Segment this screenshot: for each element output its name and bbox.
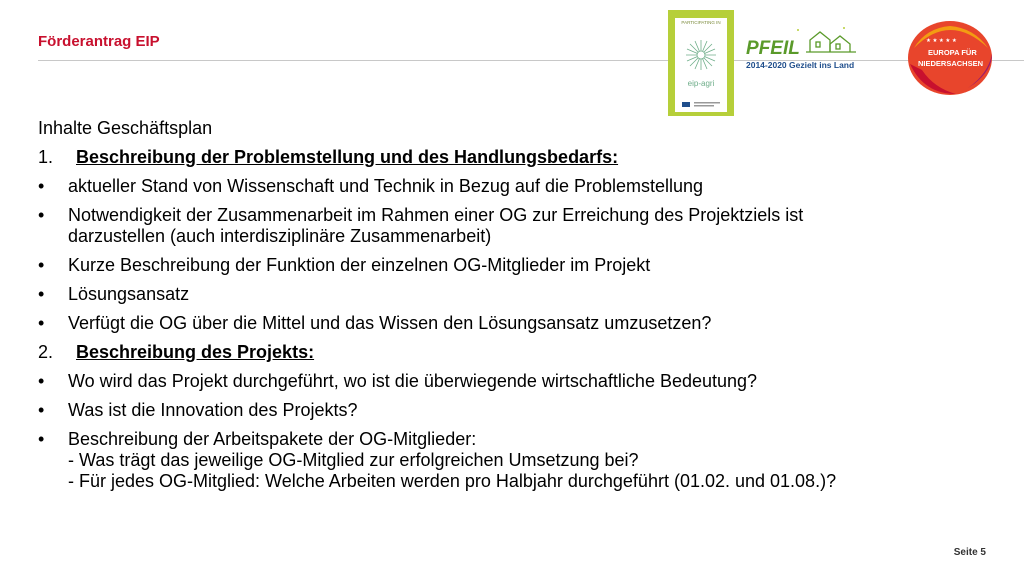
item-text: Wo wird das Projekt durchgeführt, wo ist die überwiegende wirtschaftliche Bedeutung? (68, 371, 758, 391)
item-text-block (68, 429, 998, 492)
list-item (38, 205, 998, 247)
business-plan-content (38, 118, 998, 500)
bullet-icon: • (38, 371, 45, 391)
list-item (38, 371, 998, 392)
item-subpoint: - Für jedes OG-Mitglied: Welche Arbeiten werden pro Halbjahr durchgeführt (01.02. und 01.08.)? (68, 471, 837, 491)
bullet-icon: • (38, 400, 45, 420)
item-text: Verfügt die OG über die Mittel und das Wissen den Lösungsansatz umzusetzen? (68, 313, 712, 333)
item-number: 2. (38, 342, 54, 362)
eu-line1: EUROPA FÜR (928, 48, 977, 57)
eip-top-text: PARTICIPATING IN (681, 20, 721, 25)
eip-agri-logo (668, 10, 734, 116)
list-item (38, 176, 998, 197)
item-text: Kurze Beschreibung der Funktion der einzelnen OG-Mitglieder im Projekt (68, 255, 651, 275)
list-item (38, 429, 998, 492)
list-item (38, 255, 998, 276)
eip-name-text: eip-agri (687, 79, 715, 88)
bullet-icon: • (38, 313, 45, 333)
bullet-icon: • (38, 255, 45, 275)
eu-line2: NIEDERSACHSEN (918, 59, 984, 68)
pfeil-tagline: 2014-2020 Gezielt ins Land (746, 60, 855, 70)
pfeil-name: PFEIL (746, 38, 800, 59)
item-text: Was ist die Innovation des Projekts? (68, 400, 358, 420)
item-text: Beschreibung der Arbeitspakete der OG-Mitglieder: (68, 429, 477, 449)
item-text-continued: darzustellen (auch interdisziplinäre Zusammenarbeit) (68, 226, 492, 246)
list-item (38, 342, 998, 363)
item-text: Notwendigkeit der Zusammenarbeit im Rahmen einer OG zur Erreichung des Projektziels ist (68, 205, 804, 225)
item-text: Beschreibung der Problemstellung und des Handlungsbedarfs: (76, 147, 619, 167)
item-subpoint: - Was trägt das jeweilige OG-Mitglied zur erfolgreichen Umsetzung bei? (68, 450, 639, 470)
bullet-icon: • (38, 429, 45, 449)
header-divider (38, 60, 1024, 61)
document-title: Förderantrag EIP (38, 33, 160, 50)
list-item (38, 313, 998, 334)
pfeil-logo (744, 22, 868, 74)
item-text: Lösungsansatz (68, 284, 190, 304)
section-heading: Inhalte Geschäftsplan (38, 118, 213, 138)
page-number: Seite 5 (953, 547, 986, 558)
bullet-icon: • (38, 284, 45, 304)
list-item (38, 284, 998, 305)
list-item (38, 147, 998, 168)
list-item (38, 400, 998, 421)
item-text: aktueller Stand von Wissenschaft und Technik in Bezug auf die Problemstellung (68, 176, 704, 196)
svg-text:★ ★ ★ ★ ★: ★ ★ ★ ★ ★ (926, 38, 957, 44)
item-text-block (68, 205, 998, 247)
bullet-icon: • (38, 205, 45, 225)
item-text: Beschreibung des Projekts: (76, 342, 315, 362)
europa-fuer-niedersachsen-logo (904, 18, 996, 98)
bullet-icon: • (38, 176, 45, 196)
item-number: 1. (38, 147, 54, 167)
